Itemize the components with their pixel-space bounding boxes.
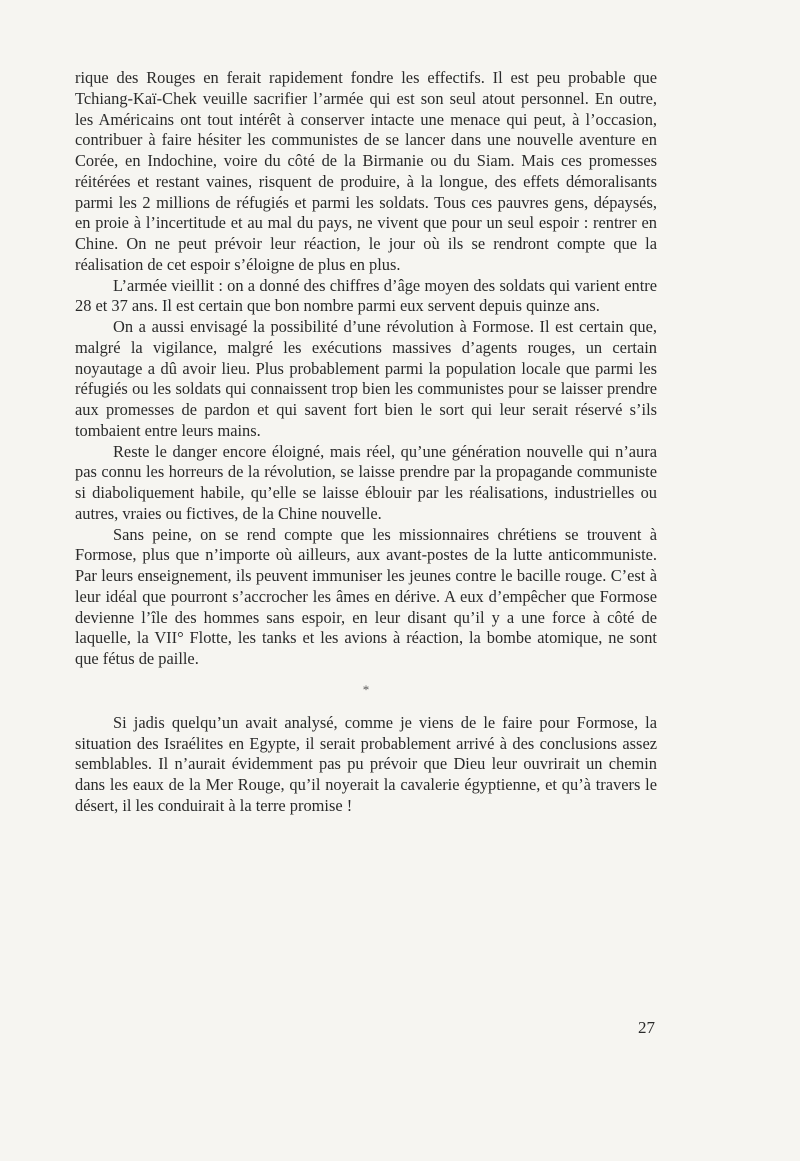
body-text [75, 68, 657, 817]
paragraph-continued: rique des Rouges en ferait rapidement fondre les effectifs. Il est peu probable que Tchiang-Kaï-Chek veuille sacrifier l’armée qui est son seul atout personnel. En outre, les Américains ont tout intérêt à conserver intacte une menace qui peut, à l’occasion, contribuer à faire hésiter les communistes de se lancer dans une nouvelle aventure en Corée, en Indochine, voire du côté de la Birmanie ou du Siam. Mais ces promesses réitérées et restant vaines, risquent de produire, à la longue, des effets démoralisants parmi les 2 millions de réfugiés et parmi les soldats. Tous ces pauvres gens, dépaysés, en proie à l’incertitude et au mal du pays, ne vivent que pour un seul espoir : rentrer en Chine. On ne peut prévoir leur réaction, le jour où ils se rendront compte que la réalisation de cet espoir s’éloigne de plus en plus. [75, 68, 657, 274]
paragraph-conclusion: Si jadis quelqu’un avait analysé, comme je viens de le faire pour Formose, la situation des Israélites en Egypte, il serait probablement arrivé à des conclusions assez semblables. Il n’aurait évidemment pas pu prévoir que Dieu leur ouvrirait un chemin dans les eaux de la Mer Rouge, qu’il noyerait la cavalerie égyptienne, et qu’à travers le désert, il les conduirait à la terre promise ! [75, 712, 657, 815]
paragraph-missionaries: Sans peine, on se rend compte que les missionnaires chrétiens se trouvent à Formose, plus que n’importe où ailleurs, aux avant-postes de la lutte anticommuniste. Par leurs enseignement, ils peuvent immuniser les jeunes contre le bacille rouge. C’est à leur idéal que pourront s’accrocher les âmes en dérive. A eux d’empêcher que Formose devienne l’île des hommes sans espoir, en leur disant qu’il y a une force à côté de laquelle, la VII° Flotte, les tanks et les avions à réaction, la bombe atomique, ne sont que fétus de paille. [75, 524, 657, 668]
section-separator: * [362, 681, 370, 697]
paragraph-army-aging: L’armée vieillit : on a donné des chiffres d’âge moyen des soldats qui varient entre 28 et 37 ans. Il est certain que bon nombre parmi eux servent depuis quinze ans. [75, 275, 657, 316]
paragraph-revolution: On a aussi envisagé la possibilité d’une révolution à Formose. Il est certain que, malgré la vigilance, malgré les exécutions massives d’agents rouges, un certain noyautage a dû avoir lieu. Plus probablement parmi la population locale que parmi les réfugiés ou les soldats qui connaissent trop bien les communistes pour se laisser prendre aux promesses de pardon et qui savent fort bien le sort qui leur serait réservé s’ils tombaient entre leurs mains. [75, 317, 657, 440]
paragraph-new-generation: Reste le danger encore éloigné, mais réel, qu’une génération nouvelle qui n’aura pas connu les horreurs de la révolution, se laisse prendre par la propagande communiste si diaboliquement habile, qu’elle se laisse éblouir par les réalisations, industrielles ou autres, vraies ou fictives, de la Chine nouvelle. [75, 441, 657, 523]
page-number: 27 [638, 1018, 655, 1037]
